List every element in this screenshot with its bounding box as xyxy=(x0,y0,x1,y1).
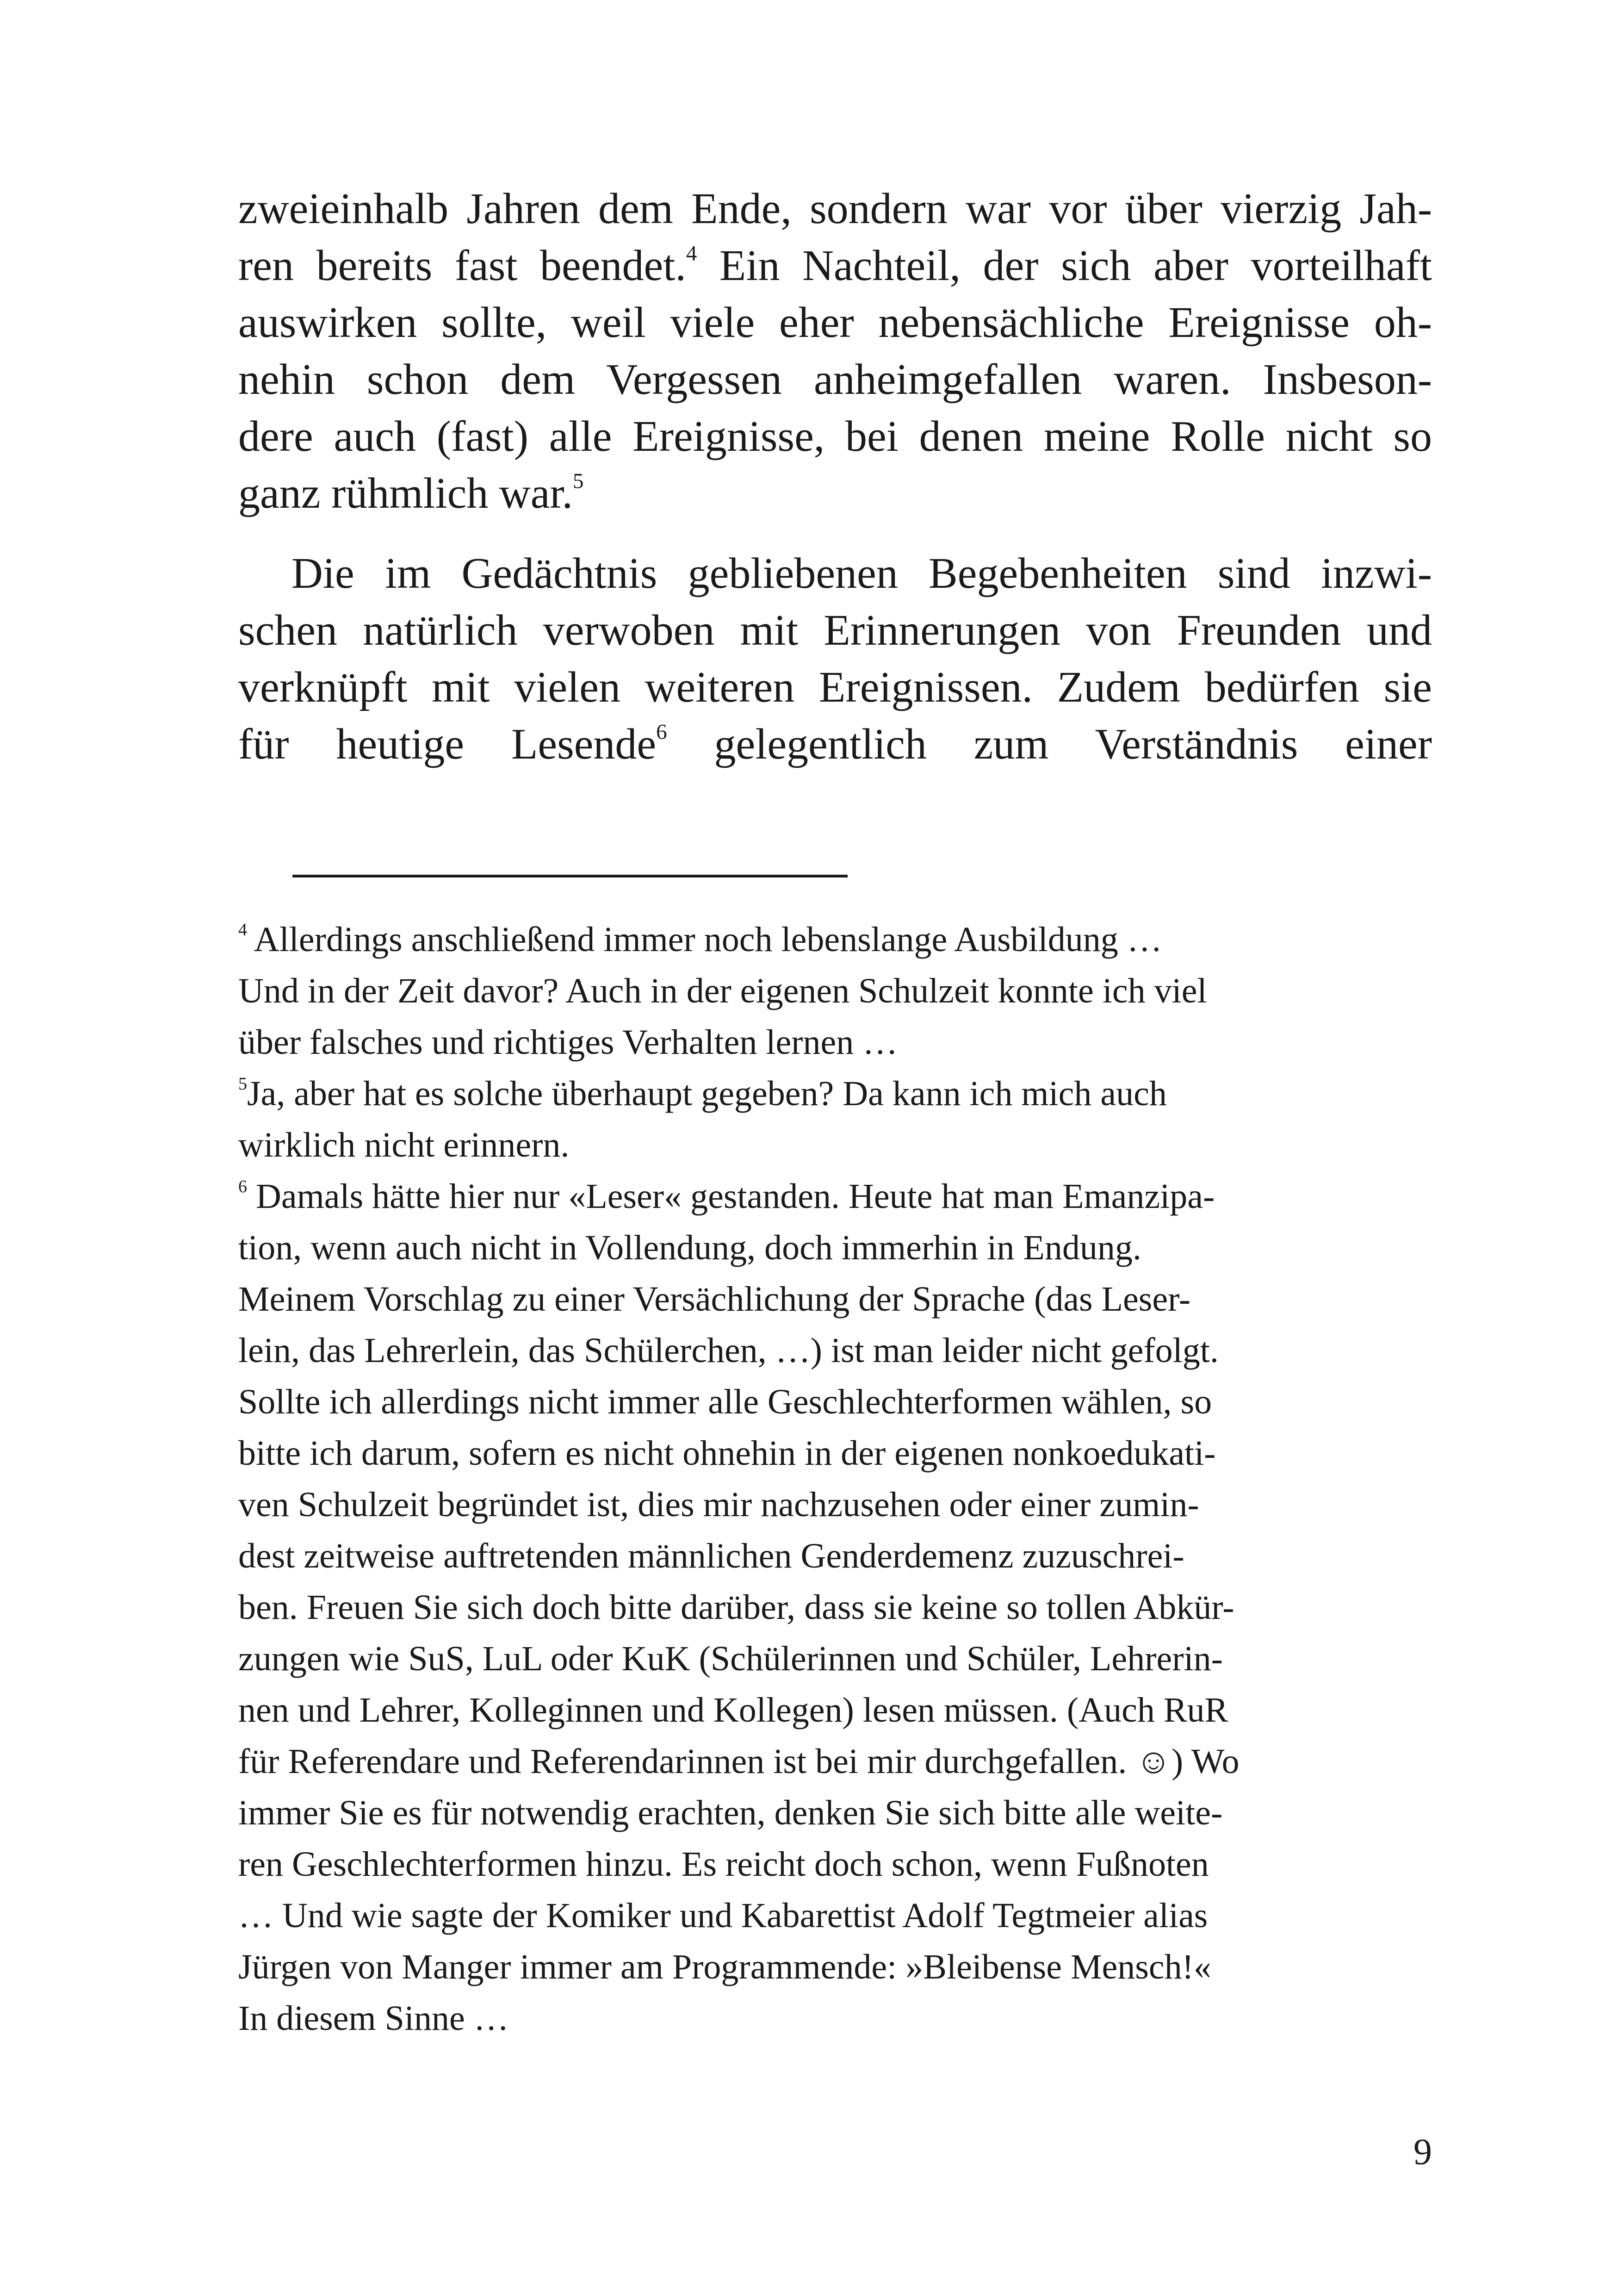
footnote-line: wirklich nicht erinnern. xyxy=(238,1126,570,1164)
text-line: dere auch (fast) alle Ereignisse, bei denen meine Rolle nicht so xyxy=(238,412,1432,460)
footnote-4 xyxy=(238,914,1432,1068)
footnote-separator xyxy=(292,875,848,877)
footnote-line: Und in der Zeit davor? Auch in der eigenen Schulzeit konnte ich viel xyxy=(238,971,1207,1010)
footnote-line: zungen wie SuS, LuL oder KuK (Schülerinnen und Schüler, Lehrerin- xyxy=(238,1639,1223,1678)
footnote-line: In diesem Sinne … xyxy=(238,1999,509,2038)
footnote-line: ben. Freuen Sie sich doch bitte darüber, dass sie keine so tollen Abkür- xyxy=(238,1588,1234,1627)
footnote-line: nen und Lehrer, Kolleginnen und Kollegen) lesen müssen. (Auch RuR xyxy=(238,1691,1228,1730)
footnote-line: $^4$ Allerdings anschließend immer noch lebenslange Ausbildung … xyxy=(238,920,1162,959)
footnote-line: lein, das Lehrerlein, das Schülerchen, …) ist man leider nicht gefolgt. xyxy=(238,1331,1219,1370)
text-line: ren bereits fast beendet.$^4$ Ein Nachteil, der sich aber vorteilhaft xyxy=(238,241,1432,290)
footnote-6 xyxy=(238,1171,1432,2044)
main-text xyxy=(238,180,1432,773)
footnote-line: tion, wenn auch nicht in Vollendung, doch immerhin in Endung. xyxy=(238,1228,1141,1267)
footnote-marker-6: 6 xyxy=(238,1176,247,1196)
footnote-line: Sollte ich allerdings nicht immer alle Geschlechterformen wählen, so xyxy=(238,1382,1212,1421)
footnote-line: dest zeitweise auftretenden männlichen Genderdemenz zuzuschrei- xyxy=(238,1537,1184,1575)
footnotes xyxy=(238,914,1432,2044)
footnote-line: $^6$ Damals hätte hier nur «Leser« gestanden. Heute hat man Emanzipa- xyxy=(238,1176,1215,1216)
footnote-line: über falsches und richtiges Verhalten lernen … xyxy=(238,1023,898,1062)
footnote-line: ren Geschlechterformen hinzu. Es reicht doch schon, wenn Fußnoten xyxy=(238,1845,1209,1884)
text-line: schen natürlich verwoben mit Erinnerungen von Freunden und xyxy=(238,606,1432,654)
text-line: zweieinhalb Jahren dem Ende, sondern war vor über vierzig Jah- xyxy=(238,185,1432,233)
text-line: Die im Gedächtnis gebliebenen Begebenheiten sind inzwi- xyxy=(291,549,1432,597)
footnote-line: … Und wie sagte der Komiker und Kabarettist Adolf Tegtmeier alias xyxy=(238,1896,1208,1935)
footnote-line: Jürgen von Manger immer am Programmende: »Bleibense Mensch!« xyxy=(238,1948,1211,1986)
text-line: nehin schon dem Vergessen anheimgefallen waren. Insbeson- xyxy=(238,355,1432,404)
footnote-marker-5: 5 xyxy=(238,1074,247,1094)
text-line: auswirken sollte, weil viele eher nebensächliche Ereignisse oh- xyxy=(238,299,1432,347)
footnote-line: immer Sie es für notwendig erachten, denken Sie sich bitte alle weite- xyxy=(238,1793,1223,1832)
text-line: für heutige Lesende$^6$ gelegentlich zum Verständnis einer xyxy=(238,720,1432,768)
text-line: verknüpft mit vielen weiteren Ereignissen. Zudem bedürfen sie xyxy=(238,663,1432,711)
footnote-line: für Referendare und Referendarinnen ist bei mir durchgefallen. ☺) Wo xyxy=(238,1742,1240,1781)
footnote-line: Meinem Vorschlag zu einer Versächlichung der Sprache (das Leser- xyxy=(238,1280,1191,1319)
footnote-ref-5[interactable]: 5 xyxy=(573,469,584,493)
text-line: ganz rühmlich war.$^5$ xyxy=(238,469,584,517)
footnote-line: bitte ich darum, sofern es nicht ohnehin in der eigenen nonkoedukati- xyxy=(238,1434,1216,1473)
footnote-5 xyxy=(238,1068,1432,1171)
footnote-line: $^5$Ja, aber hat es solche überhaupt gegeben? Da kann ich mich auch xyxy=(238,1074,1167,1113)
footnote-ref-4[interactable]: 4 xyxy=(686,241,697,266)
footnote-marker-4: 4 xyxy=(238,920,247,940)
page-number: 9 xyxy=(1413,2132,1432,2172)
footnote-line: ven Schulzeit begründet ist, dies mir nachzusehen oder einer zumin- xyxy=(238,1485,1199,1524)
footnote-ref-6[interactable]: 6 xyxy=(656,720,667,744)
